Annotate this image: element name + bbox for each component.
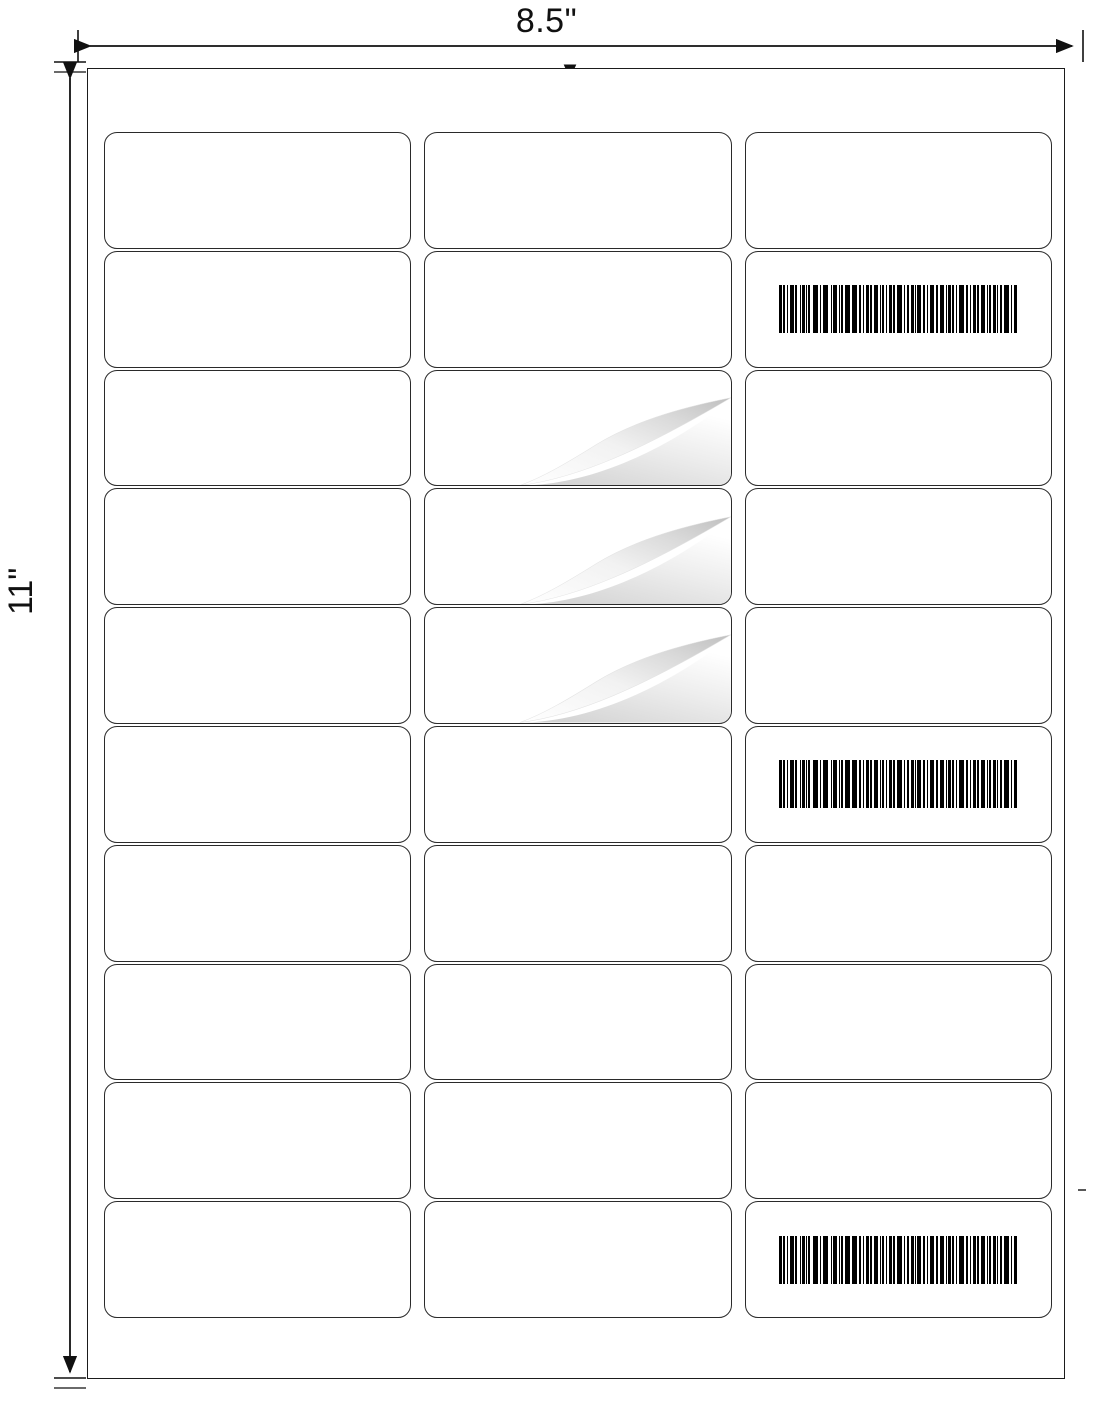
- label-cell: [745, 845, 1052, 962]
- label-cell: [424, 845, 731, 962]
- label-cell: [424, 370, 731, 487]
- label-cell: [745, 607, 1052, 724]
- label-cell: [424, 964, 731, 1081]
- barcode-icon: [779, 285, 1017, 333]
- label-cell: [104, 964, 411, 1081]
- paper-sheet: [87, 68, 1065, 1379]
- label-cell: [745, 1201, 1052, 1318]
- label-cell: [424, 132, 731, 249]
- label-cell: [745, 726, 1052, 843]
- label-cell: [104, 488, 411, 605]
- barcode-icon: [779, 760, 1017, 808]
- label-cell: [424, 251, 731, 368]
- label-cell: [424, 607, 731, 724]
- label-cell: [104, 370, 411, 487]
- label-cell: [104, 1201, 411, 1318]
- label-cell: [745, 132, 1052, 249]
- label-cell: [104, 1082, 411, 1199]
- sheet-height-label: 11": [2, 567, 40, 615]
- label-cell: [745, 251, 1052, 368]
- label-cell: [104, 132, 411, 249]
- peeling-corner-icon: [511, 633, 731, 723]
- label-cell: [104, 251, 411, 368]
- label-cell: [424, 726, 731, 843]
- label-cell: [104, 726, 411, 843]
- barcode-icon: [779, 1236, 1017, 1284]
- peeling-corner-icon: [511, 396, 731, 486]
- label-cell: [745, 370, 1052, 487]
- label-cell: [745, 964, 1052, 1081]
- label-grid: [104, 132, 1052, 1318]
- sheet-width-label: 8.5": [515, 2, 578, 40]
- label-cell: [424, 1201, 731, 1318]
- label-cell: [745, 1082, 1052, 1199]
- label-cell: [104, 607, 411, 724]
- peeling-corner-icon: [511, 515, 731, 605]
- label-cell: [104, 845, 411, 962]
- label-cell: [424, 1082, 731, 1199]
- label-cell: [745, 488, 1052, 605]
- label-cell: [424, 488, 731, 605]
